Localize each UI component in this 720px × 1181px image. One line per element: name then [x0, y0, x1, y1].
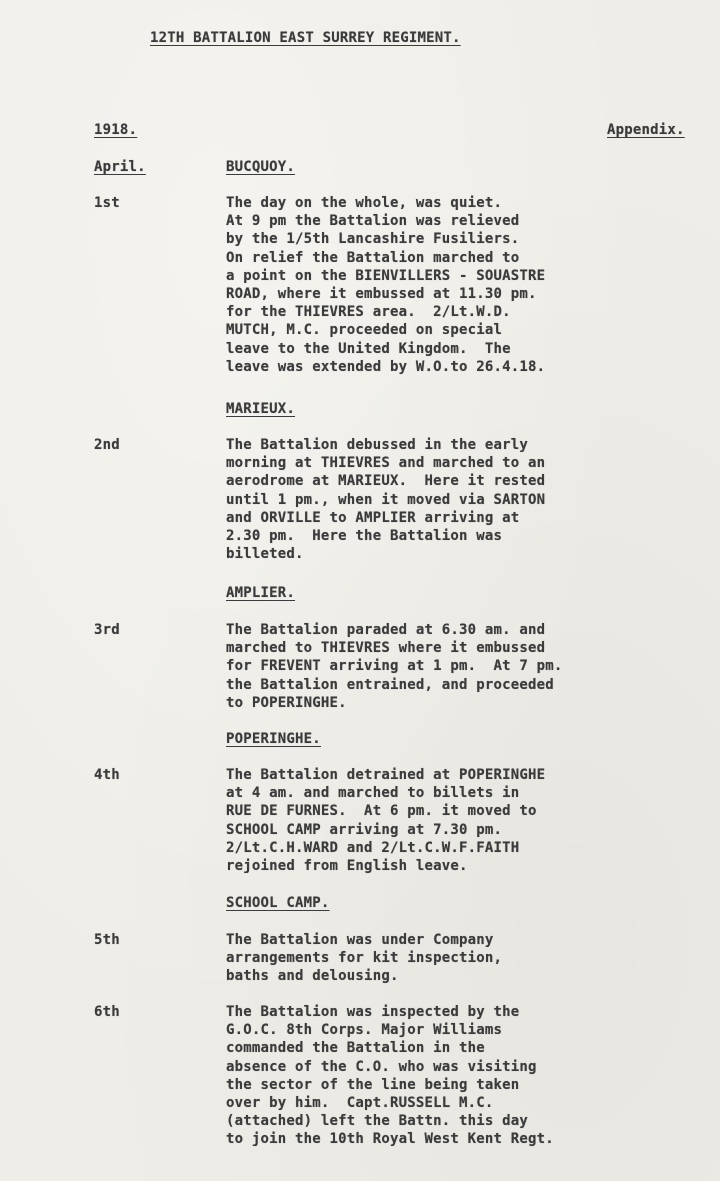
year-heading: 1918. — [94, 122, 138, 138]
place-heading-bucquoy: BUCQUOY. — [226, 159, 296, 175]
entry-text-4th: The Battalion detrained at POPERINGHE at 4 am. and marched to billets in RUE DE FURNES. At 6 pm. it moved to SCHOOL CAMP arriving at 7.30 pm. 2/Lt.C.H.WARD and 2/Lt.C.W.F.FAITH rejoined from English leave. — [226, 767, 546, 875]
day-label-6th: 6th — [94, 1004, 120, 1020]
month-heading: April. — [94, 159, 146, 175]
entry-text-2nd: The Battalion debussed in the early morning at THIEVRES and marched to an aerodrome at MARIEUX. Here it rested until 1 pm., when it moved via SARTON and ORVILLE to AMPLIER arriving at 2.30 pm. Here the Battalion was billeted. — [226, 437, 546, 563]
day-label-4th: 4th — [94, 767, 120, 783]
day-label-3rd: 3rd — [94, 622, 120, 638]
place-heading-marieux: MARIEUX. — [226, 401, 296, 417]
day-label-1st: 1st — [94, 195, 120, 211]
entry-text-3rd: The Battalion paraded at 6.30 am. and marched to THIEVRES where it embussed for FREVENT arriving at 1 pm. At 7 pm. the Battalion entrained, and proceeded to POPERINGHE. — [226, 622, 563, 711]
document-title: 12TH BATTALION EAST SURREY REGIMENT. — [150, 30, 461, 46]
place-heading-amplier: AMPLIER. — [226, 585, 296, 601]
entry-text-5th: The Battalion was under Company arrangements for kit inspection, baths and delousing. — [226, 932, 503, 985]
appendix-heading: Appendix. — [607, 122, 685, 138]
place-heading-poperinghe: POPERINGHE. — [226, 731, 321, 747]
day-label-5th: 5th — [94, 932, 120, 948]
entry-text-6th: The Battalion was inspected by the G.O.C. 8th Corps. Major Williams commanded the Battalion in the absence of the C.O. who was visiting the sector of the line being taken over by him. Capt.RUSSELL M.C. (attached) left the Battn. this day to join the 10th Royal West Kent Regt. — [226, 1004, 554, 1148]
day-label-2nd: 2nd — [94, 437, 120, 453]
entry-text-1st: The day on the whole, was quiet. At 9 pm the Battalion was relieved by the 1/5th Lancashire Fusiliers. On relief the Battalion marched to a point on the BIENVILLERS - SOUASTRE ROAD, where it embussed at 11.30 pm. for the THIEVRES area. 2/Lt.W.D. MUTCH, M.C. proceeded on special leave to the United Kingdom. The leave was extended by W.O.to 26.4.18. — [226, 195, 546, 375]
place-heading-school-camp: SCHOOL CAMP. — [226, 895, 330, 911]
